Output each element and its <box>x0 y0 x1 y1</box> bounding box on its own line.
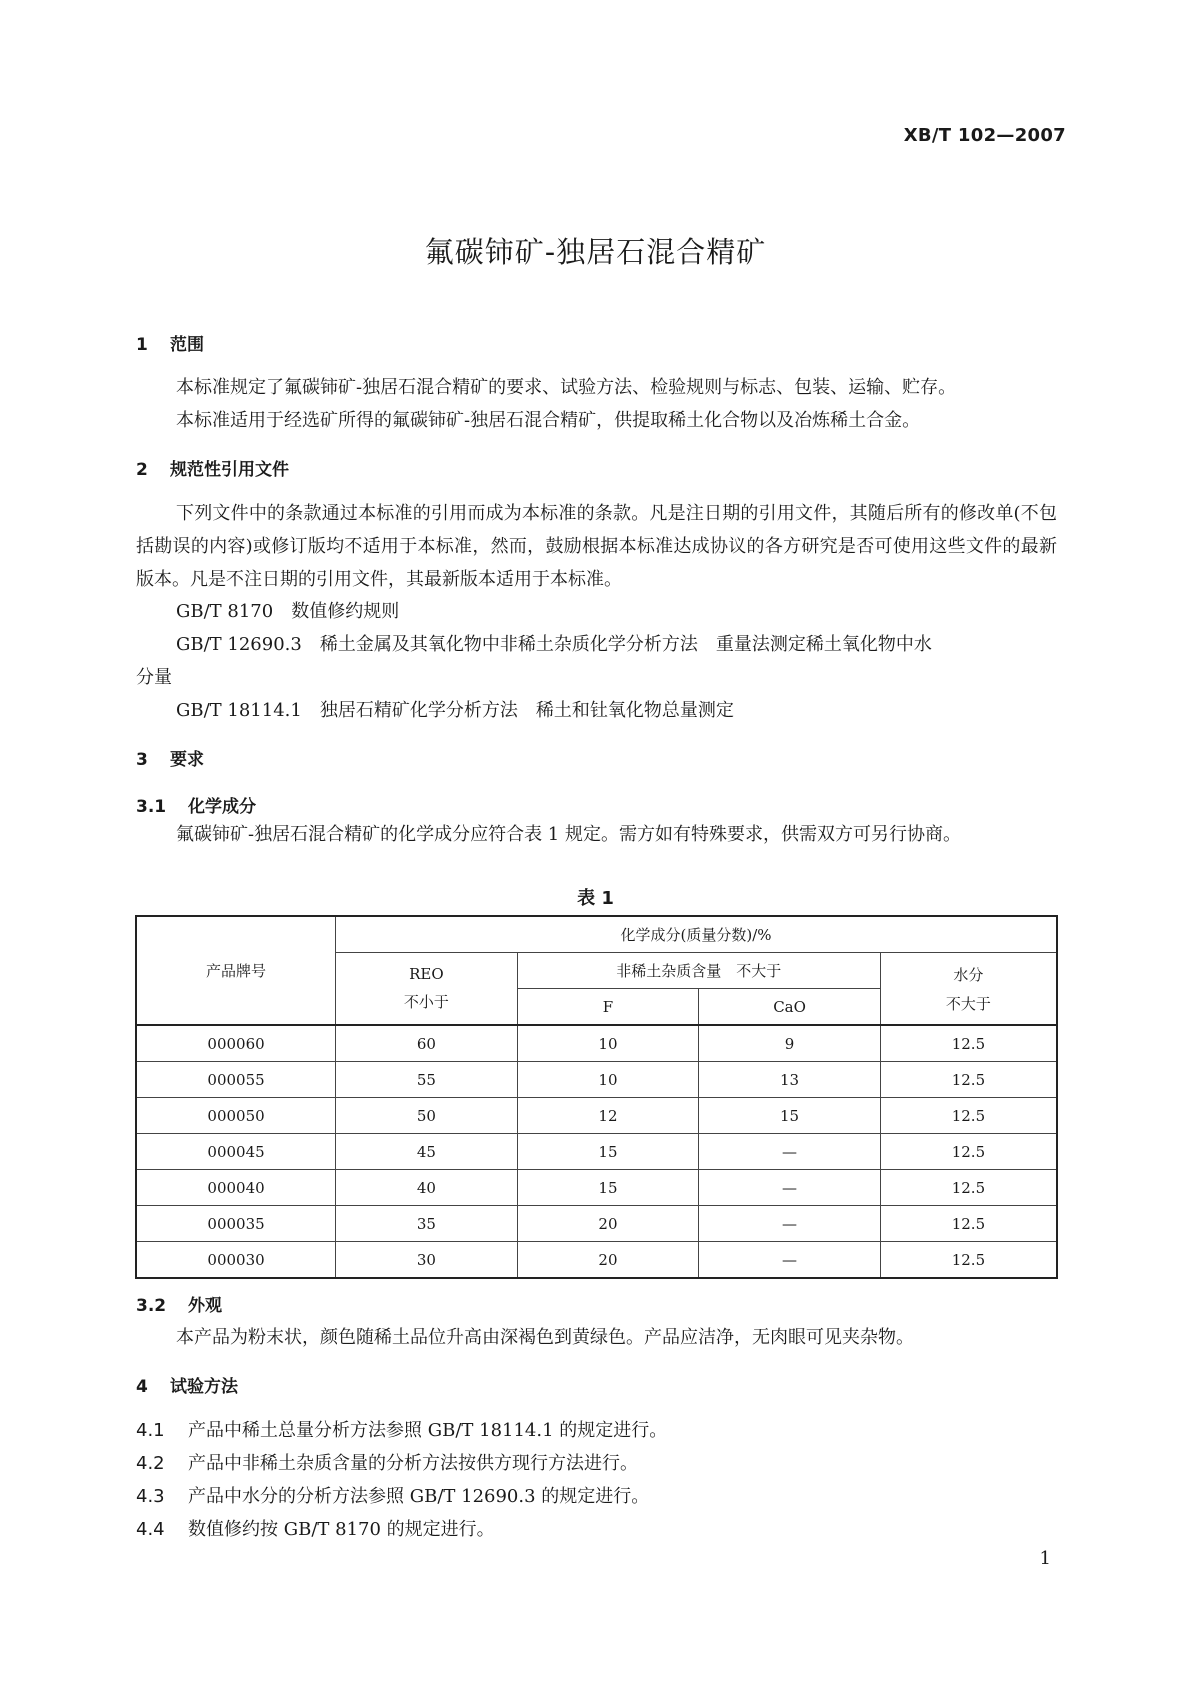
section-title: 试验方法 <box>170 1377 238 1397</box>
cell-cao: 9 <box>699 1025 881 1062</box>
header-product-grade: 产品牌号 <box>136 916 336 1025</box>
cell-f: 20 <box>517 1206 699 1242</box>
clause-text: 产品中水分的分析方法参照 GB/T 12690.3 的规定进行。 <box>188 1486 650 1507</box>
table-row <box>136 1134 1057 1170</box>
cell-reo: 50 <box>336 1098 518 1134</box>
cell-reo: 40 <box>336 1170 518 1206</box>
cell-water: 12.5 <box>880 1098 1057 1134</box>
cell-f: 10 <box>517 1062 699 1098</box>
header-chemical-composition: 化学成分(质量分数)/% <box>336 916 1057 953</box>
header-impurity: 非稀土杂质含量 不大于 <box>517 953 880 989</box>
table-row <box>136 1242 1057 1279</box>
header-reo-name: REO <box>409 965 444 983</box>
cell-f: 10 <box>517 1025 699 1062</box>
table-caption: 表 1 <box>577 888 614 909</box>
reference-item-continuation: 分量 <box>136 667 172 688</box>
clause-number: 4.3 <box>136 1486 165 1507</box>
reference-item: GB/T 8170 数值修约规则 <box>176 601 400 622</box>
cell-reo: 60 <box>336 1025 518 1062</box>
section-number: 1 <box>136 335 148 355</box>
cell-cao: 13 <box>699 1062 881 1098</box>
subsection-title: 外观 <box>188 1296 222 1316</box>
header-reo <box>336 953 518 1026</box>
cell-f: 15 <box>517 1134 699 1170</box>
paragraph: 本标准规定了氟碳铈矿-独居石混合精矿的要求、试验方法、检验规则与标志、包装、运输、贮存。 <box>176 377 957 398</box>
clause-4-4 <box>136 1515 495 1541</box>
clause-4-3 <box>136 1482 649 1508</box>
cell-water: 12.5 <box>880 1062 1057 1098</box>
section-number: 4 <box>136 1377 148 1397</box>
cell-water: 12.5 <box>880 1206 1057 1242</box>
cell-water: 12.5 <box>880 1134 1057 1170</box>
cell-grade: 000055 <box>136 1062 336 1098</box>
header-water-name: 水分 <box>953 965 984 984</box>
cell-cao: — <box>699 1134 881 1170</box>
clause-4-2 <box>136 1449 638 1475</box>
subsection-title: 化学成分 <box>188 797 256 817</box>
cell-water: 12.5 <box>880 1242 1057 1279</box>
cell-cao: — <box>699 1206 881 1242</box>
cell-f: 15 <box>517 1170 699 1206</box>
section-4-heading <box>136 1372 238 1397</box>
section-title: 范围 <box>170 335 204 355</box>
clause-text: 产品中稀土总量分析方法参照 GB/T 18114.1 的规定进行。 <box>188 1420 668 1441</box>
cell-water: 12.5 <box>880 1025 1057 1062</box>
clause-number: 4.1 <box>136 1420 165 1441</box>
clause-text: 数值修约按 GB/T 8170 的规定进行。 <box>188 1519 495 1540</box>
clause-4-1 <box>136 1416 667 1442</box>
reference-item: GB/T 12690.3 稀土金属及其氧化物中非稀土杂质化学分析方法 重量法测定稀土氧化物中水 <box>176 634 932 655</box>
section-2-heading <box>136 455 289 480</box>
cell-f: 12 <box>517 1098 699 1134</box>
cell-cao: — <box>699 1242 881 1279</box>
cell-reo: 35 <box>336 1206 518 1242</box>
cell-f: 20 <box>517 1242 699 1279</box>
clause-text: 产品中非稀土杂质含量的分析方法按供方现行方法进行。 <box>188 1453 638 1474</box>
cell-grade: 000060 <box>136 1025 336 1062</box>
section-number: 2 <box>136 460 148 480</box>
section-title: 要求 <box>170 750 204 770</box>
clause-number: 4.2 <box>136 1453 165 1474</box>
table-row <box>136 1206 1057 1242</box>
cell-reo: 55 <box>336 1062 518 1098</box>
cell-reo: 30 <box>336 1242 518 1279</box>
cell-cao: 15 <box>699 1098 881 1134</box>
subsection-3-2-heading <box>136 1291 222 1316</box>
cell-grade: 000045 <box>136 1134 336 1170</box>
cell-grade: 000035 <box>136 1206 336 1242</box>
cell-water: 12.5 <box>880 1170 1057 1206</box>
table-row <box>136 1170 1057 1206</box>
cell-grade: 000050 <box>136 1098 336 1134</box>
clause-number: 4.4 <box>136 1519 165 1540</box>
paragraph: 下列文件中的条款通过本标准的引用而成为本标准的条款。凡是注日期的引用文件，其随后所有的修改单(不包括勘误的内容)或修订版均不适用于本标准，然而，鼓励根据本标准达成协议的各方研究是否可使用这些文件的最新版本。凡是不注日期的引用文件，其最新版本适用于本标准。 <box>136 503 1057 590</box>
table-row <box>136 1062 1057 1098</box>
section-1-heading <box>136 330 204 355</box>
subsection-number: 3.1 <box>136 797 167 817</box>
cell-cao: — <box>699 1170 881 1206</box>
reference-item: GB/T 18114.1 独居石精矿化学分析方法 稀土和钍氧化物总量测定 <box>176 700 734 721</box>
section-3-heading <box>136 745 204 770</box>
subsection-3-1-heading <box>136 792 256 817</box>
table-row <box>136 1025 1057 1062</box>
chemical-composition-table <box>135 915 1058 1279</box>
cell-reo: 45 <box>336 1134 518 1170</box>
section-number: 3 <box>136 750 148 770</box>
header-water <box>880 953 1057 1026</box>
paragraph: 本标准适用于经选矿所得的氟碳铈矿-独居石混合精矿，供提取稀土化合物以及冶炼稀土合金。 <box>176 410 921 431</box>
header-f: F <box>517 989 699 1026</box>
table-row <box>136 1098 1057 1134</box>
header-reo-limit: 不小于 <box>403 993 449 1011</box>
cell-grade: 000040 <box>136 1170 336 1206</box>
section-title: 规范性引用文件 <box>170 460 289 480</box>
cell-grade: 000030 <box>136 1242 336 1279</box>
page-number: 1 <box>1039 1548 1051 1569</box>
document-title: 氟碳铈矿-独居石混合精矿 <box>424 235 767 269</box>
header-water-limit: 不大于 <box>945 994 991 1013</box>
subsection-number: 3.2 <box>136 1296 167 1316</box>
standard-code: XB/T 102—2007 <box>903 125 1066 146</box>
paragraph: 氟碳铈矿-独居石混合精矿的化学成分应符合表 1 规定。需方如有特殊要求，供需双方可另行协商。 <box>176 824 961 845</box>
header-cao: CaO <box>699 989 881 1026</box>
paragraph: 本产品为粉末状，颜色随稀土品位升高由深褐色到黄绿色。产品应洁净，无肉眼可见夹杂物。 <box>176 1327 914 1348</box>
